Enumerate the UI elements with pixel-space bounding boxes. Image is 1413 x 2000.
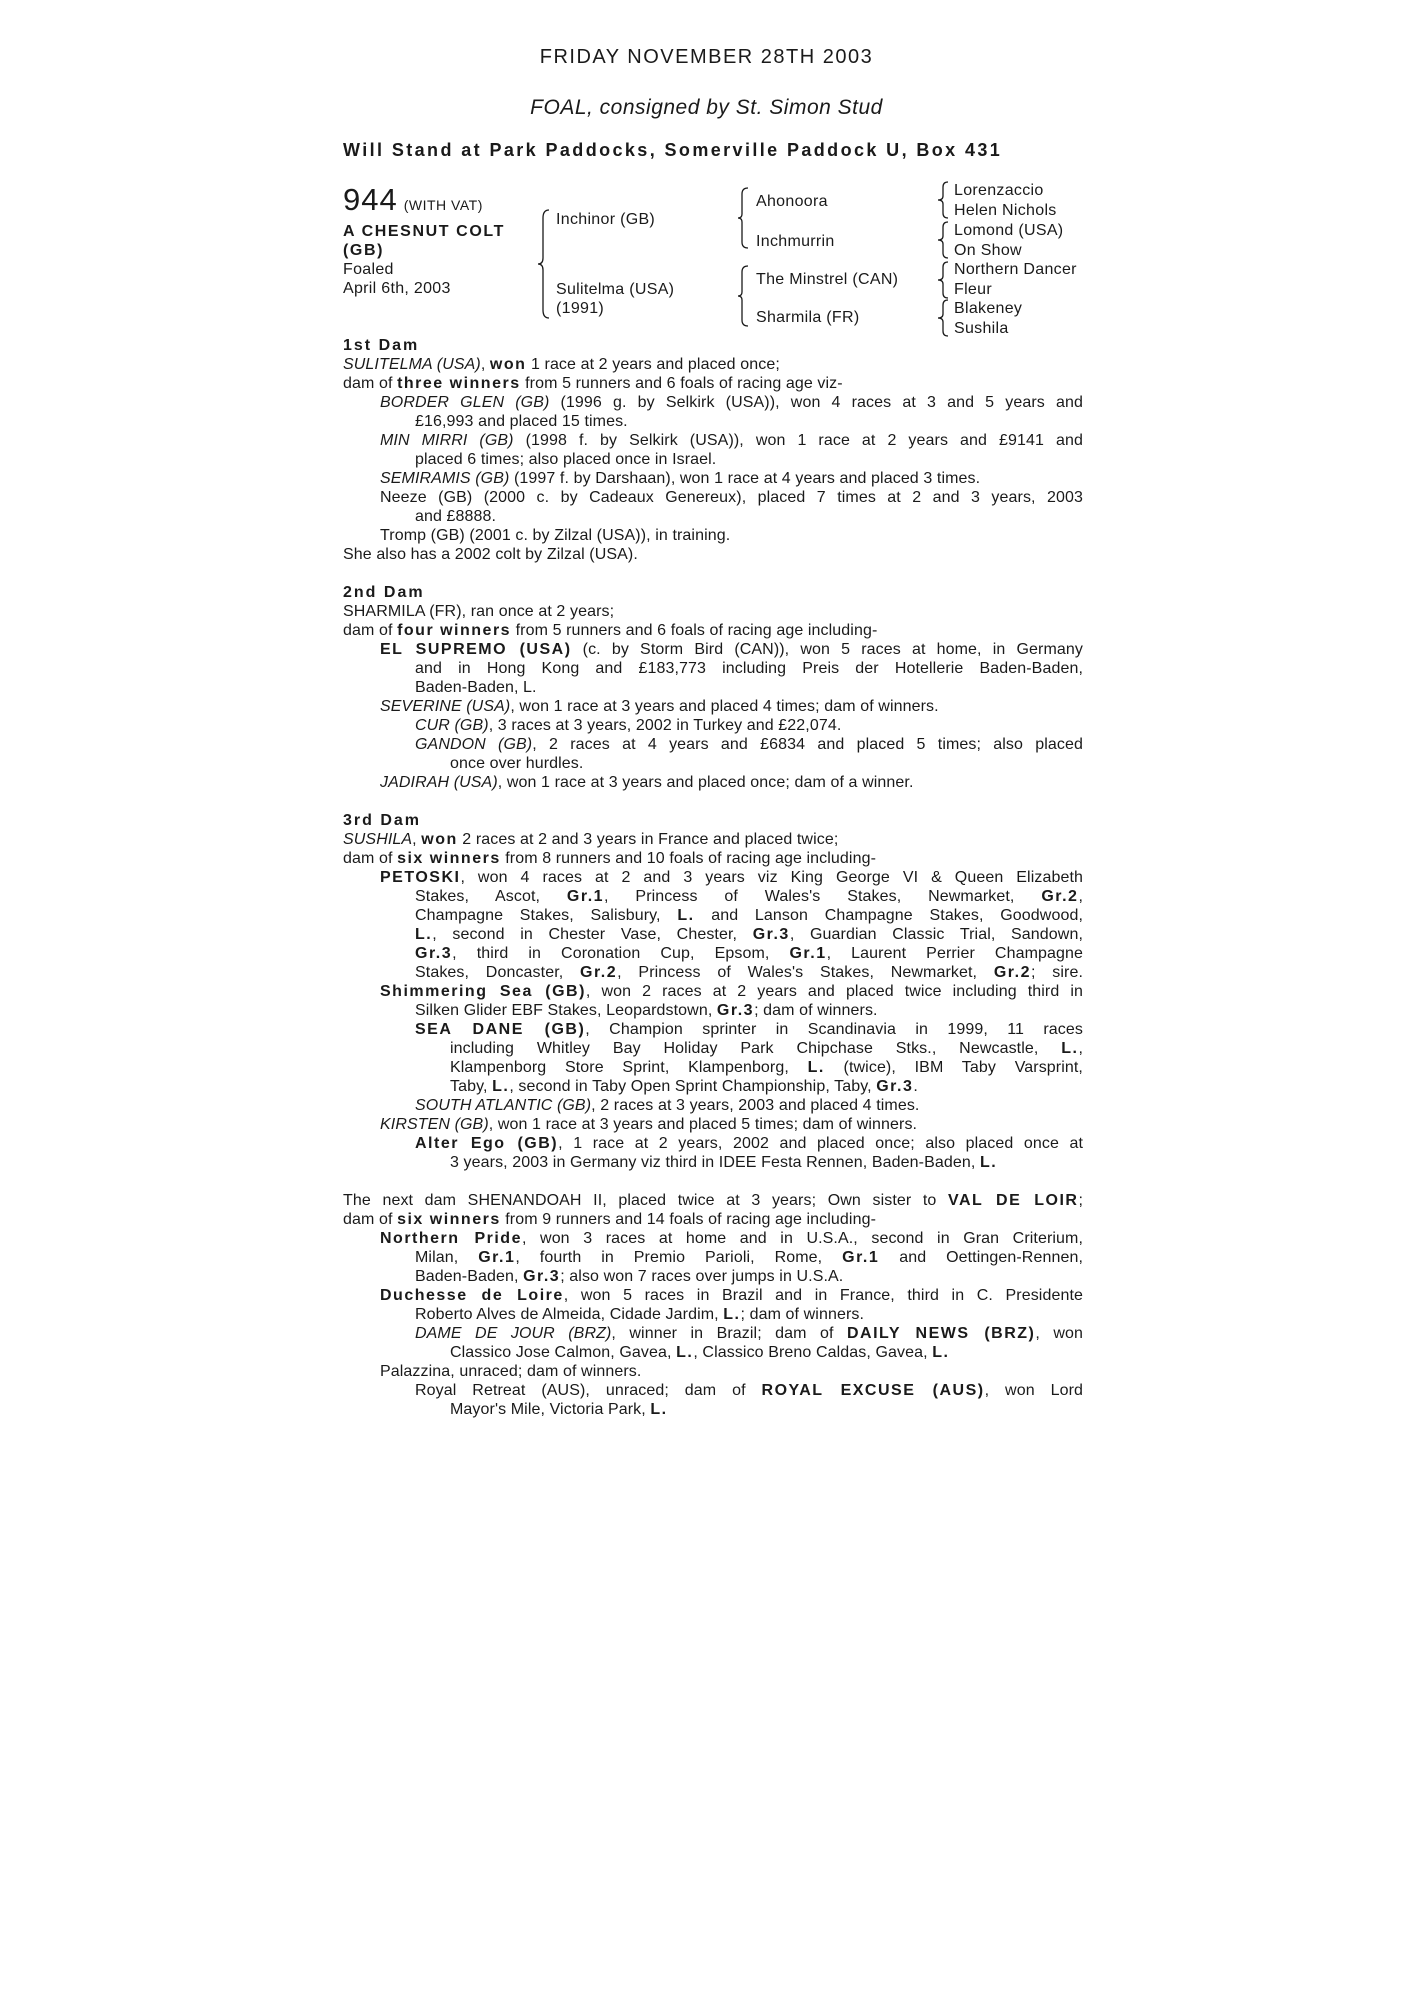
produce-alter-ego: Alter Ego (GB), 1 race at 2 years, 2002 and placed once; also placed once at bbox=[415, 1135, 1083, 1152]
pedigree-brace-main bbox=[536, 208, 552, 320]
produce-petoski-cont4: Gr.3, third in Coronation Cup, Epsom, Gr.1, Laurent Perrier Champagne bbox=[415, 945, 1083, 962]
produce-min-mirri-cont: placed 6 times; also placed once in Israel. bbox=[415, 451, 717, 468]
produce-dame-de-jour-cont: Classico Jose Calmon, Gavea, L., Classico Breno Caldas, Gavea, L. bbox=[450, 1344, 950, 1361]
produce-sea-dane-cont3: Taby, L., second in Taby Open Sprint Championship, Taby, Gr.3. bbox=[450, 1078, 918, 1095]
consignor-line: FOAL, consigned by St. Simon Stud bbox=[530, 96, 883, 119]
first-dam-heading: 1st Dam bbox=[343, 337, 420, 354]
pedigree-g-4: On Show bbox=[954, 242, 1022, 259]
produce-el-supremo-cont2: Baden-Baden, L. bbox=[415, 679, 537, 696]
third-dam-produce-line: dam of six winners from 8 runners and 10 foals of racing age including- bbox=[343, 850, 877, 867]
pedigree-g-6: Fleur bbox=[954, 281, 992, 298]
lot-description: A CHESNUT COLT bbox=[343, 223, 505, 240]
produce-border-glen: BORDER GLEN (GB) (1996 g. by Selkirk (USA)), won 4 races at 3 and 5 years and bbox=[380, 394, 1083, 411]
produce-petoski-cont3: L., second in Chester Vase, Chester, Gr.3, Guardian Classic Trial, Sandown, bbox=[415, 926, 1083, 943]
produce-shimmering-sea: Shimmering Sea (GB), won 2 races at 2 years and placed twice including third in bbox=[380, 983, 1083, 1000]
second-dam-produce-line: dam of four winners from 5 runners and 6 foals of racing age including- bbox=[343, 622, 878, 639]
next-dam-produce-line: dam of six winners from 9 runners and 14 foals of racing age including- bbox=[343, 1211, 877, 1228]
pedigree-sire-dam: Inchmurrin bbox=[756, 233, 835, 250]
produce-gandon: GANDON (GB), 2 races at 4 years and £6834 and placed 5 times; also placed bbox=[415, 736, 1083, 753]
produce-severine: SEVERINE (USA), won 1 race at 3 years and placed 4 times; dam of winners. bbox=[380, 698, 939, 715]
produce-royal-retreat-cont: Mayor's Mile, Victoria Park, L. bbox=[450, 1401, 668, 1418]
pedigree-g-7: Blakeney bbox=[954, 300, 1023, 317]
pedigree-dam-sire: The Minstrel (CAN) bbox=[756, 271, 899, 288]
pedigree-brace-g3 bbox=[936, 260, 950, 300]
produce-tromp: Tromp (GB) (2001 c. by Zilzal (USA)), in training. bbox=[380, 527, 731, 544]
produce-note: She also has a 2002 colt by Zilzal (USA). bbox=[343, 546, 638, 563]
first-dam-produce-line: dam of three winners from 5 runners and 6 foals of racing age viz- bbox=[343, 375, 843, 392]
produce-duchesse-de-loire: Duchesse de Loire, won 5 races in Brazil and in France, third in C. Presidente bbox=[380, 1287, 1083, 1304]
third-dam-line: SUSHILA, won 2 races at 2 and 3 years in France and placed twice; bbox=[343, 831, 839, 848]
next-dam-line: The next dam SHENANDOAH II, placed twice at 3 years; Own sister to VAL DE LOIR; bbox=[343, 1192, 1083, 1209]
foaled-date: April 6th, 2003 bbox=[343, 280, 451, 297]
pedigree-sire-sire: Ahonoora bbox=[756, 193, 828, 210]
third-dam-heading: 3rd Dam bbox=[343, 812, 422, 829]
pedigree-sire: Inchinor (GB) bbox=[556, 211, 656, 228]
pedigree-g-1: Lorenzaccio bbox=[954, 182, 1044, 199]
produce-petoski-cont2: Champagne Stakes, Salisbury, L. and Lanson Champagne Stakes, Goodwood, bbox=[415, 907, 1083, 924]
produce-south-atlantic: SOUTH ATLANTIC (GB), 2 races at 3 years, 2003 and placed 4 times. bbox=[415, 1097, 920, 1114]
pedigree-g-5: Northern Dancer bbox=[954, 261, 1077, 278]
pedigree-brace-g2 bbox=[936, 220, 950, 260]
pedigree-brace-dam bbox=[736, 264, 750, 328]
produce-min-mirri: MIN MIRRI (GB) (1998 f. by Selkirk (USA)), won 1 race at 2 years and £9141 and bbox=[380, 432, 1083, 449]
produce-neeze: Neeze (GB) (2000 c. by Cadeaux Genereux), placed 7 times at 2 and 3 years, 2003 bbox=[380, 489, 1083, 506]
first-dam-line: SULITELMA (USA), won 1 race at 2 years and placed once; bbox=[343, 356, 780, 373]
pedigree-g-8: Sushila bbox=[954, 320, 1009, 337]
pedigree-dam: Sulitelma (USA) bbox=[556, 281, 675, 298]
produce-northern-pride: Northern Pride, won 3 races at home and in U.S.A., second in Gran Criterium, bbox=[380, 1230, 1084, 1247]
produce-dame-de-jour: DAME DE JOUR (BRZ), winner in Brazil; dam of DAILY NEWS (BRZ), won bbox=[415, 1325, 1084, 1342]
produce-neeze-cont: and £8888. bbox=[415, 508, 497, 525]
pedigree-g-3: Lomond (USA) bbox=[954, 222, 1064, 239]
produce-el-supremo: EL SUPREMO (USA) (c. by Storm Bird (CAN)), won 5 races at home, in Germany bbox=[380, 641, 1083, 658]
produce-el-supremo-cont: and in Hong Kong and £183,773 including Preis der Hotellerie Baden-Baden, bbox=[415, 660, 1083, 677]
produce-northern-pride-cont2: Baden-Baden, Gr.3; also won 7 races over jumps in U.S.A. bbox=[415, 1268, 844, 1285]
produce-petoski-cont1: Stakes, Ascot, Gr.1, Princess of Wales's Stakes, Newmarket, Gr.2, bbox=[415, 888, 1083, 905]
produce-shimmering-sea-cont: Silken Glider EBF Stakes, Leopardstown, Gr.3; dam of winners. bbox=[415, 1002, 878, 1019]
pedigree-dam-year: (1991) bbox=[556, 300, 605, 317]
produce-sea-dane-cont2: Klampenborg Store Sprint, Klampenborg, L. (twice), IBM Taby Varsprint, bbox=[450, 1059, 1083, 1076]
second-dam-heading: 2nd Dam bbox=[343, 584, 425, 601]
pedigree-brace-g4 bbox=[936, 298, 950, 338]
produce-petoski: PETOSKI, won 4 races at 2 and 3 years viz King George VI & Queen Elizabeth bbox=[380, 869, 1083, 886]
pedigree-brace-sire bbox=[736, 186, 750, 250]
pedigree-g-2: Helen Nichols bbox=[954, 202, 1057, 219]
produce-palazzina: Palazzina, unraced; dam of winners. bbox=[380, 1363, 642, 1380]
produce-kirsten: KIRSTEN (GB), won 1 race at 3 years and placed 5 times; dam of winners. bbox=[380, 1116, 918, 1133]
pedigree-brace-g1 bbox=[936, 180, 950, 220]
produce-petoski-cont5: Stakes, Doncaster, Gr.2, Princess of Wales's Stakes, Newmarket, Gr.2; sire. bbox=[415, 964, 1083, 981]
produce-duchesse-de-loire-cont: Roberto Alves de Almeida, Cidade Jardim, L.; dam of winners. bbox=[415, 1306, 865, 1323]
produce-royal-retreat: Royal Retreat (AUS), unraced; dam of ROYAL EXCUSE (AUS), won Lord bbox=[415, 1382, 1084, 1399]
produce-semiramis: SEMIRAMIS (GB) (1997 f. by Darshaan), won 1 race at 4 years and placed 3 times. bbox=[380, 470, 981, 487]
produce-cur: CUR (GB), 3 races at 3 years, 2002 in Turkey and £22,074. bbox=[415, 717, 842, 734]
stabling-location: Will Stand at Park Paddocks, Somerville Paddock U, Box 431 bbox=[343, 140, 1003, 160]
produce-jadirah: JADIRAH (USA), won 1 race at 3 years and placed once; dam of a winner. bbox=[380, 774, 914, 791]
lot-number: 944 bbox=[343, 182, 398, 217]
lot-summary bbox=[343, 182, 538, 298]
produce-alter-ego-cont: 3 years, 2003 in Germany viz third in IDEE Festa Rennen, Baden-Baden, L. bbox=[450, 1154, 998, 1171]
pedigree-dam-dam: Sharmila (FR) bbox=[756, 309, 860, 326]
produce-sea-dane-cont1: including Whitley Bay Holiday Park Chipchase Stks., Newcastle, L., bbox=[450, 1040, 1083, 1057]
produce-sea-dane: SEA DANE (GB), Champion sprinter in Scandinavia in 1999, 11 races bbox=[415, 1021, 1083, 1038]
produce-northern-pride-cont1: Milan, Gr.1, fourth in Premio Parioli, Rome, Gr.1 and Oettingen-Rennen, bbox=[415, 1249, 1083, 1266]
foaled-label: Foaled bbox=[343, 261, 394, 278]
produce-border-glen-cont: £16,993 and placed 15 times. bbox=[415, 413, 628, 430]
produce-gandon-cont: once over hurdles. bbox=[450, 755, 584, 772]
vat-note: (WITH VAT) bbox=[403, 197, 483, 213]
second-dam-line: SHARMILA (FR), ran once at 2 years; bbox=[343, 603, 615, 620]
catalogue-body bbox=[343, 336, 1083, 1419]
lot-origin: (GB) bbox=[343, 242, 385, 259]
sale-date: FRIDAY NOVEMBER 28TH 2003 bbox=[539, 46, 874, 68]
